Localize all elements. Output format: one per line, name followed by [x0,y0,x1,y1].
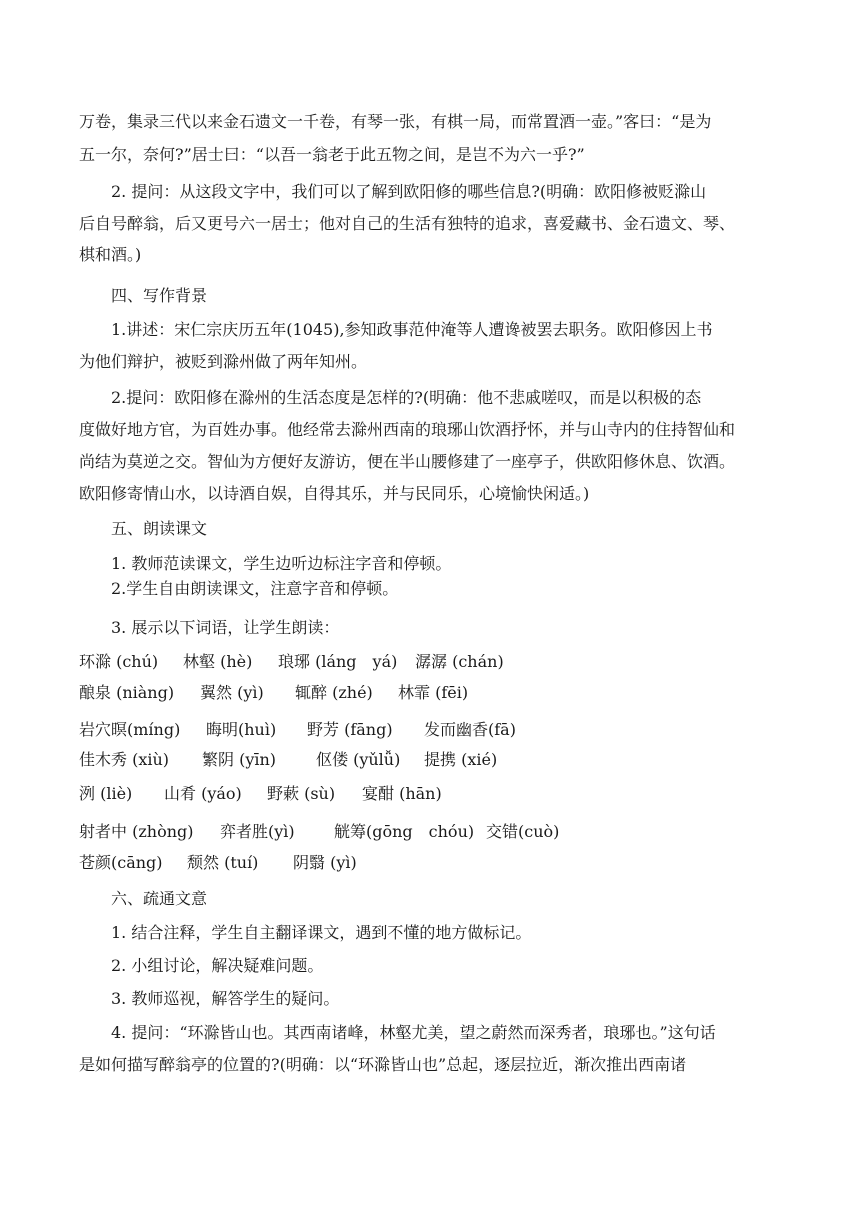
item-line: 2. 小组讨论，解决疑难问题。 [111,956,324,975]
vocab-word: 伛偻 (yǔlǚ) [316,750,401,769]
vocab-word: 繁阴 (yīn) [202,750,277,769]
paragraph-line: 五一尔，奈何?”居士曰：“以吾一翁老于此五物之间，是岂不为六一乎?” [79,145,585,164]
section-heading: 五、朗读课文 [111,519,208,538]
vocab-word: 山肴 (yáo) [164,784,242,803]
vocab-word: 觥筹(gōng chóu) [334,822,475,841]
item-line: 4. 提问：“环滁皆山也。其西南诸峰，林壑尤美，望之蔚然而深秀者，琅琊也。”这句话 [111,1023,716,1042]
item-line: 1. 教师范读课文，学生边听边标注字音和停顿。 [111,554,452,573]
section-heading: 六、疏通文意 [111,889,208,908]
item-line: 3. 展示以下词语，让学生朗读： [111,618,340,637]
vocab-word: 琅琊 (láng yá) [278,652,398,671]
vocab-word: 提携 (xié) [424,750,498,769]
item-line: 尚结为莫逆之交。智仙为方便好友游访，便在半山腰修建了一座亭子，供欧阳修休息、饮酒。 [79,452,736,471]
vocab-word: 阴翳 (yì) [293,853,357,872]
vocab-word: 野蔌 (sù) [267,784,336,803]
vocab-word: 苍颜(cāng) [79,853,163,872]
question-line: 棋和酒。) [79,245,142,264]
vocab-word: 酿泉 (niàng) [79,683,175,702]
vocab-word: 佳木秀 (xiù) [79,750,170,769]
vocab-word: 林霏 (fēi) [398,683,469,702]
vocab-word: 环滁 (chú) [79,652,159,671]
vocab-word: 翼然 (yì) [200,683,264,702]
vocab-word: 射者中 (zhòng) [79,822,194,841]
vocab-word: 岩穴暝(míng) [79,720,181,739]
vocab-word: 洌 (liè) [79,784,133,803]
item-line: 3. 教师巡视，解答学生的疑问。 [111,989,340,1008]
vocab-word: 林壑 (hè) [183,652,253,671]
vocab-word: 发而幽香(fā) [424,720,516,739]
item-line: 2.学生自由朗读课文，注意字音和停顿。 [111,579,399,598]
item-line: 是如何描写醉翁亭的位置的?(明确：以“环滁皆山也”总起，逐层拉近，渐次推出西南诸 [79,1055,687,1074]
vocab-word: 辄醉 (zhé) [295,683,373,702]
vocab-word: 潺潺 (chán) [415,652,504,671]
item-line: 度做好地方官，为百姓办事。他经常去滁州西南的琅琊山饮酒抒怀，并与山寺内的住持智仙和 [79,420,736,439]
item-line: 欧阳修寄情山水，以诗酒自娱，自得其乐，并与民同乐，心境愉快闲适。) [79,484,590,503]
question-line: 2. 提问：从这段文字中，我们可以了解到欧阳修的哪些信息?(明确：欧阳修被贬滁山 [111,182,707,201]
paragraph-line: 万卷，集录三代以来金石遗文一千卷，有琴一张，有棋一局，而常置酒一壶。”客曰：“是为 [79,112,712,131]
item-line: 1. 结合注释，学生自主翻译课文，遇到不懂的地方做标记。 [111,923,532,942]
vocab-word: 宴酣 (hān) [362,784,442,803]
item-line: 为他们辩护，被贬到滁州做了两年知州。 [79,352,368,371]
vocab-word: 晦明(huì) [206,720,277,739]
item-line: 1.讲述：宋仁宗庆历五年(1045),参知政事范仲淹等人遭谗被罢去职务。欧阳修因上书 [111,320,713,339]
section-heading: 四、写作背景 [111,286,208,305]
vocab-word: 颓然 (tuí) [187,853,259,872]
item-line: 2.提问：欧阳修在滁州的生活态度是怎样的?(明确：他不悲戚嗟叹，而是以积极的态 [111,388,702,407]
vocab-word: 弈者胜(yì) [220,822,295,841]
question-line: 后自号醉翁，后又更号六一居士；他对自己的生活有独特的追求，喜爱藏书、金石遗文、琴、 [79,214,736,233]
vocab-word: 交错(cuò) [486,822,560,841]
vocab-word: 野芳 (fāng) [307,720,393,739]
